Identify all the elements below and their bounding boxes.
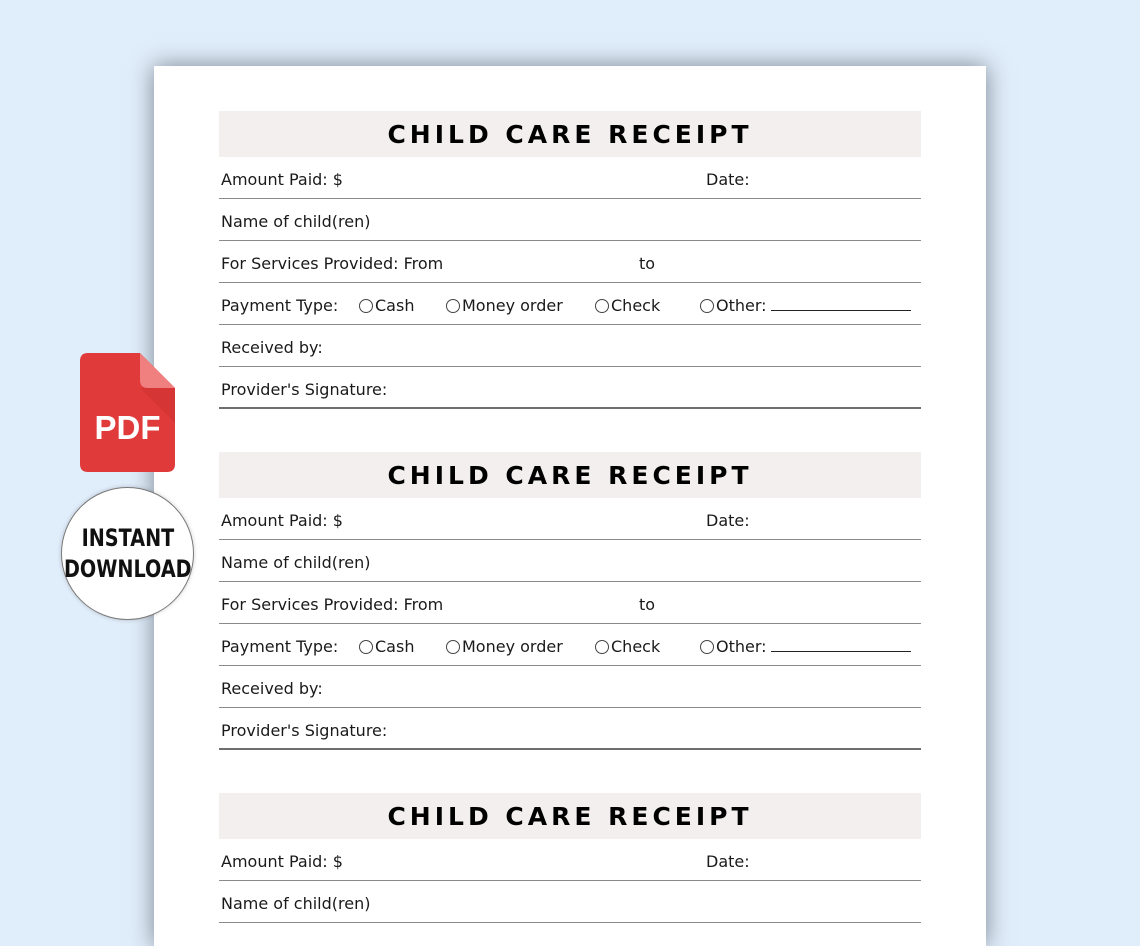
payment-type-row (219, 624, 921, 666)
payment-option-money-order[interactable]: Money order (446, 637, 563, 656)
services-to-label: to (639, 254, 656, 273)
signature-row (219, 708, 921, 750)
signature-row (219, 367, 921, 409)
amount-paid-label: Amount Paid: $ (221, 511, 343, 530)
signature-label: Provider's Signature: (221, 380, 388, 399)
receipt-title: CHILD CARE RECEIPT (219, 111, 921, 157)
child-name-label: Name of child(ren) (221, 553, 371, 572)
date-label: Date: (706, 511, 750, 530)
payment-option-other[interactable]: Other: (700, 637, 911, 656)
services-to-label: to (639, 595, 656, 614)
receipt-3 (219, 793, 921, 923)
child-name-row (219, 540, 921, 582)
receipt-sheet (154, 66, 986, 946)
radio-circle-icon[interactable] (595, 299, 609, 313)
date-label: Date: (706, 852, 750, 871)
radio-circle-icon[interactable] (359, 640, 373, 654)
received-by-label: Received by: (221, 679, 323, 698)
payment-type-label: Payment Type: (221, 296, 339, 315)
amount-date-row (219, 157, 921, 199)
pdf-file-icon (80, 353, 175, 472)
payment-option-cash[interactable]: Cash (359, 637, 414, 656)
amount-paid-label: Amount Paid: $ (221, 852, 343, 871)
payment-type-label: Payment Type: (221, 637, 339, 656)
received-by-label: Received by: (221, 338, 323, 357)
child-name-label: Name of child(ren) (221, 894, 371, 913)
signature-label: Provider's Signature: (221, 721, 388, 740)
radio-circle-icon[interactable] (700, 640, 714, 654)
badge-line-instant: INSTANT (81, 523, 174, 552)
other-blank-line[interactable] (771, 637, 911, 652)
receipt-title: CHILD CARE RECEIPT (219, 452, 921, 498)
radio-circle-icon[interactable] (595, 640, 609, 654)
amount-date-row (219, 839, 921, 881)
other-blank-line[interactable] (771, 296, 911, 311)
receipt-title: CHILD CARE RECEIPT (219, 793, 921, 839)
child-name-row (219, 881, 921, 923)
date-label: Date: (706, 170, 750, 189)
radio-circle-icon[interactable] (446, 640, 460, 654)
instant-download-badge (61, 487, 194, 620)
payment-option-other[interactable]: Other: (700, 296, 911, 315)
pdf-label: PDF (94, 409, 161, 446)
services-from-label: For Services Provided: From (221, 254, 444, 273)
child-name-row (219, 199, 921, 241)
amount-paid-label: Amount Paid: $ (221, 170, 343, 189)
radio-circle-icon[interactable] (446, 299, 460, 313)
payment-option-check[interactable]: Check (595, 296, 660, 315)
received-by-row (219, 325, 921, 367)
services-row (219, 241, 921, 283)
receipt-1 (219, 111, 921, 409)
payment-type-row (219, 283, 921, 325)
payment-option-check[interactable]: Check (595, 637, 660, 656)
payment-option-money-order[interactable]: Money order (446, 296, 563, 315)
receipt-2 (219, 452, 921, 750)
payment-option-cash[interactable]: Cash (359, 296, 414, 315)
radio-circle-icon[interactable] (359, 299, 373, 313)
badge-line-download: DOWNLOAD (63, 554, 192, 583)
services-row (219, 582, 921, 624)
child-name-label: Name of child(ren) (221, 212, 371, 231)
services-from-label: For Services Provided: From (221, 595, 444, 614)
radio-circle-icon[interactable] (700, 299, 714, 313)
amount-date-row (219, 498, 921, 540)
received-by-row (219, 666, 921, 708)
